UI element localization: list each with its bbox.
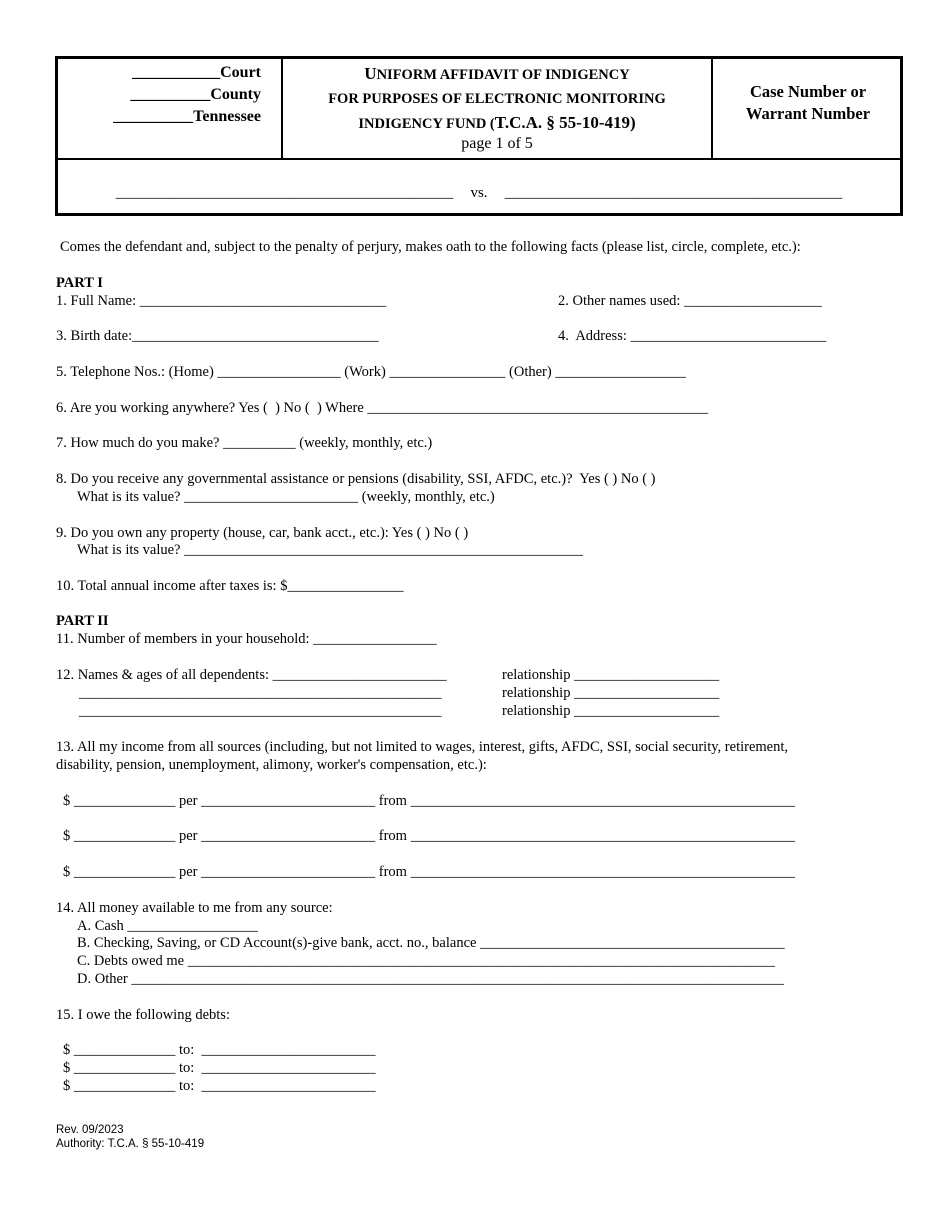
court-block xyxy=(58,62,281,128)
household-members-field[interactable]: 11. Number of members in your household: _________________ xyxy=(56,631,437,647)
part1-heading: PART I xyxy=(56,275,103,291)
all-income-question-line-1: 13. All my income from all sources (including, but not limited to wages, interest, gifts, AFDC, SSI, social security, retirement, xyxy=(56,739,789,755)
bank-accounts-field[interactable]: B. Checking, Saving, or CD Account(s)-give bank, acct. no., balance __________________________________________ xyxy=(77,935,785,951)
part2-heading: PART II xyxy=(56,613,109,629)
header-box xyxy=(55,56,903,216)
debt-row[interactable]: $ ______________ to: ________________________ xyxy=(63,1060,376,1076)
parties-line xyxy=(58,185,900,202)
title-line-3a: INDIGENCY FUND ( xyxy=(358,116,495,132)
plaintiff-field[interactable]: _____________________________________________ xyxy=(115,185,454,201)
form-title xyxy=(283,63,711,153)
assistance-value-field[interactable]: What is its value? ________________________ (weekly, monthly, etc.) xyxy=(77,489,495,505)
title-line-2: FOR PURPOSES OF ELECTRONIC MONITORING xyxy=(328,91,666,107)
title-line-3b: T.C.A. xyxy=(494,113,543,132)
income-row[interactable]: $ ______________ per ________________________ from _____________________________________________________ xyxy=(63,828,795,844)
other-money-field[interactable]: D. Other __________________________________________________________________________________________ xyxy=(77,971,784,987)
property-question[interactable]: 9. Do you own any property (house, car, bank acct., etc.): Yes ( ) No ( ) xyxy=(56,525,469,541)
income-amount-question[interactable]: 7. How much do you make? __________ (weekly, monthly, etc.) xyxy=(56,435,433,451)
all-income-question-line-2: disability, pension, unemployment, alimony, worker's compensation, etc.): xyxy=(56,757,487,773)
money-available-question: 14. All money available to me from any source: xyxy=(56,900,333,916)
address-field[interactable]: 4. Address: ___________________________ xyxy=(558,328,827,344)
case-number-label: Case Number or Warrant Number xyxy=(745,82,871,123)
income-row[interactable]: $ ______________ per ________________________ from _____________________________________________________ xyxy=(63,864,795,880)
defendant-field[interactable]: _____________________________________________ xyxy=(504,185,843,201)
intro-statement: Comes the defendant and, subject to the penalty of perjury, makes oath to the following facts (please list, circle, complete, etc.): xyxy=(60,239,801,255)
full-name-field[interactable]: 1. Full Name: __________________________________ xyxy=(56,293,387,309)
dependents-line-3[interactable]: __________________________________________________ xyxy=(79,703,442,719)
relationship-field[interactable]: relationship ____________________ xyxy=(502,667,720,683)
title-initial: U xyxy=(364,64,377,83)
header-divider-horizontal xyxy=(58,158,900,160)
state-line: __________Tennessee xyxy=(113,108,261,125)
title-line-3c: § 55-10-419) xyxy=(542,113,636,132)
annual-income-field[interactable]: 10. Total annual income after taxes is: $________________ xyxy=(56,578,404,594)
court-line: ___________Court xyxy=(132,64,261,81)
income-row[interactable]: $ ______________ per ________________________ from _____________________________________________________ xyxy=(63,793,795,809)
debts-owed-me-field[interactable]: C. Debts owed me _________________________________________________________________________________ xyxy=(77,953,775,969)
debts-question: 15. I owe the following debts: xyxy=(56,1007,230,1023)
working-question[interactable]: 6. Are you working anywhere? Yes ( ) No ( ) Where _______________________________________________ xyxy=(56,400,709,416)
revision-date: Rev. 09/2023 xyxy=(56,1124,124,1136)
birth-date-field[interactable]: 3. Birth date:__________________________________ xyxy=(56,328,379,344)
telephone-fields[interactable]: 5. Telephone Nos.: (Home) _________________ (Work) ________________ (Other) __________________ xyxy=(56,364,686,380)
dependents-line-2[interactable]: __________________________________________________ xyxy=(79,685,442,701)
debt-row[interactable]: $ ______________ to: ________________________ xyxy=(63,1078,376,1094)
relationship-field[interactable]: relationship ____________________ xyxy=(502,685,720,701)
cash-field[interactable]: A. Cash __________________ xyxy=(77,918,258,934)
property-value-field[interactable]: What is its value? _______________________________________________________ xyxy=(77,542,583,558)
page-info: page 1 of 5 xyxy=(461,135,533,152)
debt-row[interactable]: $ ______________ to: ________________________ xyxy=(63,1042,376,1058)
title-line-1: NIFORM AFFIDAVIT OF INDIGENCY xyxy=(376,67,630,83)
other-names-field[interactable]: 2. Other names used: ___________________ xyxy=(558,293,822,309)
assistance-question[interactable]: 8. Do you receive any governmental assistance or pensions (disability, SSI, AFDC, etc.)? Yes ( ) No ( ) xyxy=(56,471,656,487)
vs-text: vs. xyxy=(470,185,488,201)
county-line: __________County xyxy=(130,86,261,103)
dependents-field[interactable]: 12. Names & ages of all dependents: ________________________ xyxy=(56,667,447,683)
relationship-field[interactable]: relationship ____________________ xyxy=(502,703,720,719)
authority-citation: Authority: T.C.A. § 55-10-419 xyxy=(56,1138,205,1150)
